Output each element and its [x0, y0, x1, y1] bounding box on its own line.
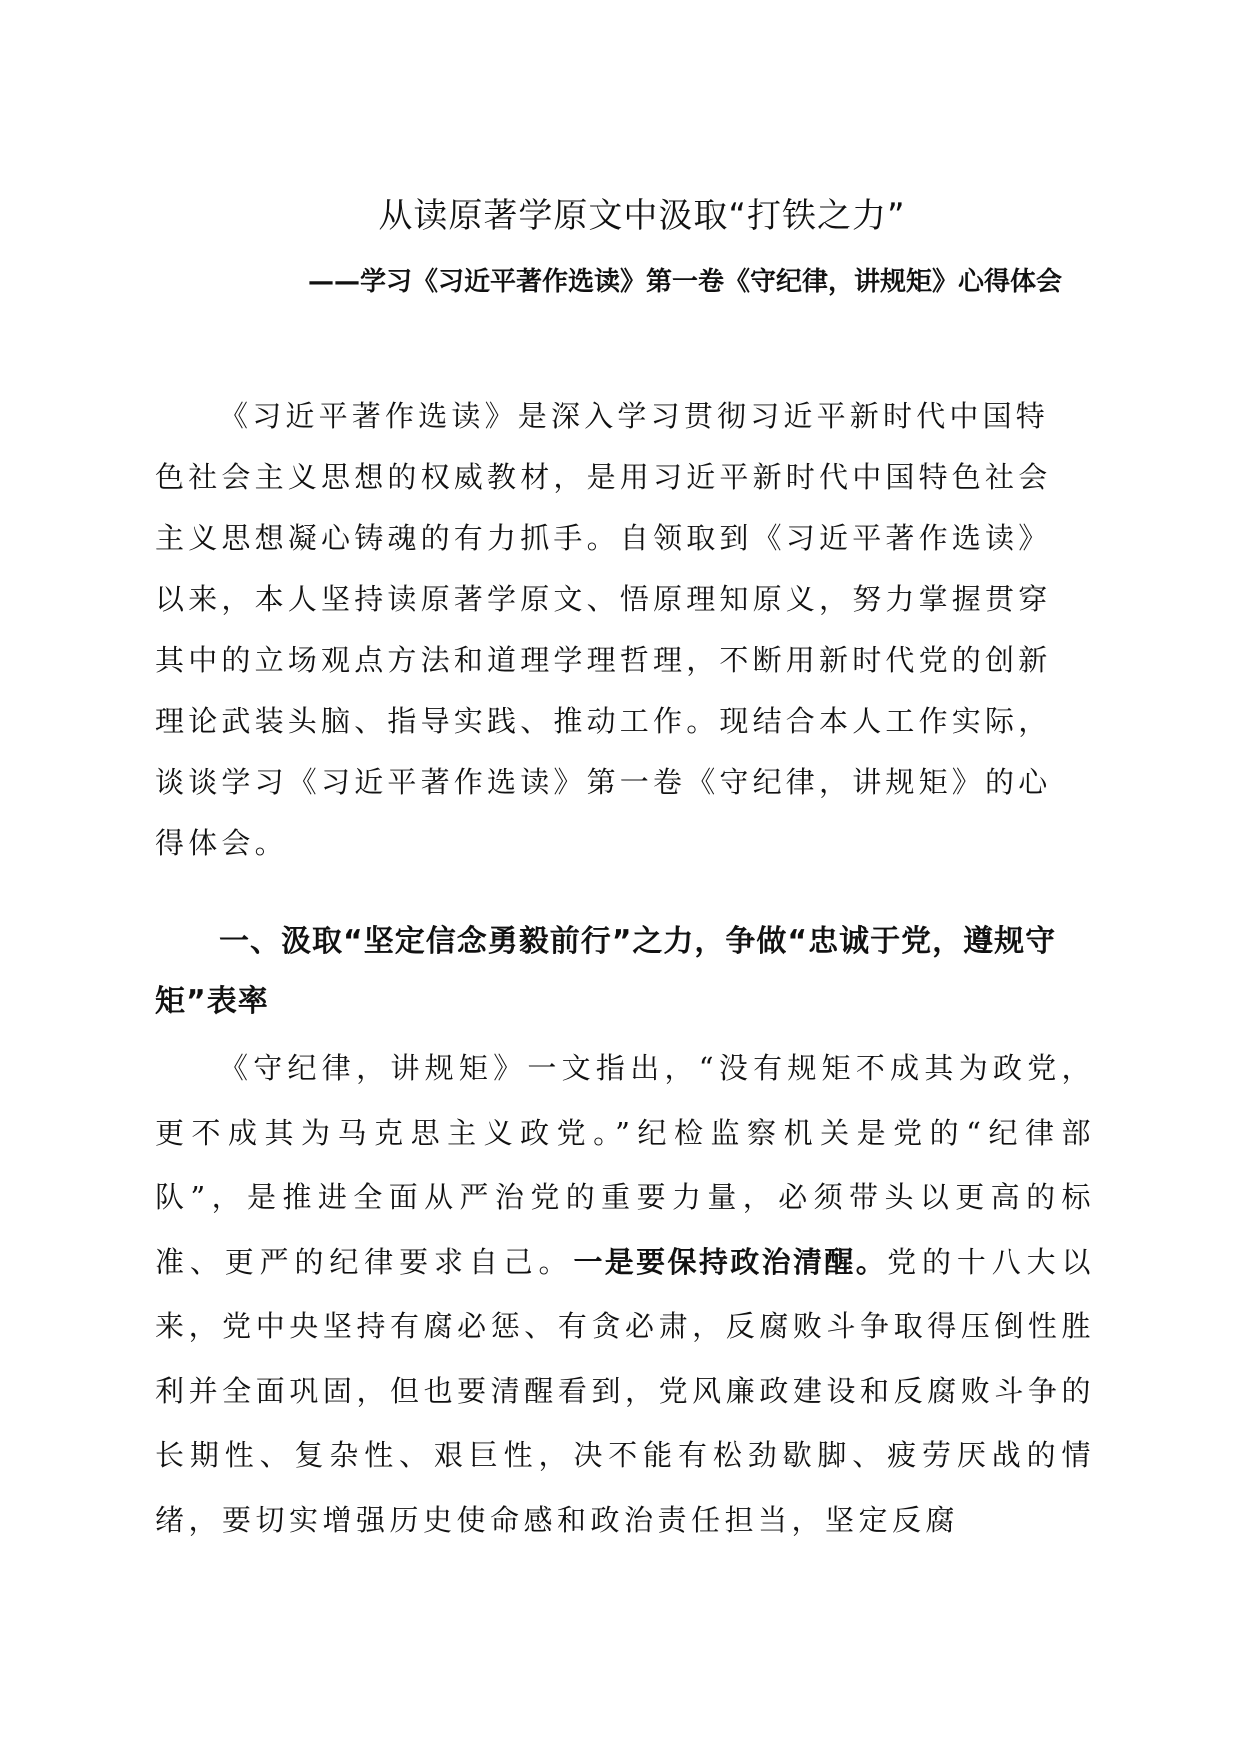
intro-paragraph: 《习近平著作选读》是深入学习贯彻习近平新时代中国特色社会主义思想的权威教材，是用习近平新时代中国特色社会主义思想凝心铸魂的有力抓手。自领取到《习近平著作选读》以来，本人坚持读原著学原文、悟原理知原义，努力掌握贯穿其中的立场观点方法和道理学理哲理，不断用新时代党的创新理论武装头脑、指导实践、推动工作。现结合本人工作实际，谈谈学习《习近平著作选读》第一卷《守纪律，讲规矩》的心得体会。	[155, 399, 1052, 860]
section-1-text-part1: 《守纪律，讲规矩》一文指出，“没有规矩不成其为政党，更不成其为马克思主义政党。”纪检监察机关是党的“纪律部队”，是推进全面从严治党的重要力量，必须带头以更高的标准、更严的纪律要求自己。	[155, 1051, 1095, 1279]
section-1-emphasis: 一是要保持政治清醒。	[573, 1244, 888, 1279]
section-1-heading: 一、汲取“坚定信念勇毅前行”之力，争做“忠诚于党，遵规守矩”表率	[155, 924, 1057, 1019]
section-1-paragraph	[155, 1036, 1095, 1552]
section-1-text-part2: 党的十八大以来，党中央坚持有腐必惩、有贪必肃，反腐败斗争取得压倒性胜利并全面巩固，但也要清醒看到，党风廉政建设和反腐败斗争的长期性、复杂性、艰巨性，决不能有松劲歇脚、疲劳厌战的情绪，要切实增强历史使命感和政治责任担当，坚定反腐	[155, 1244, 1095, 1537]
document-subtitle: ——学习《习近平著作选读》第一卷《守纪律，讲规矩》心得体会	[307, 267, 1062, 297]
document-title: 从读原著学原文中汲取“打铁之力”	[378, 196, 906, 236]
